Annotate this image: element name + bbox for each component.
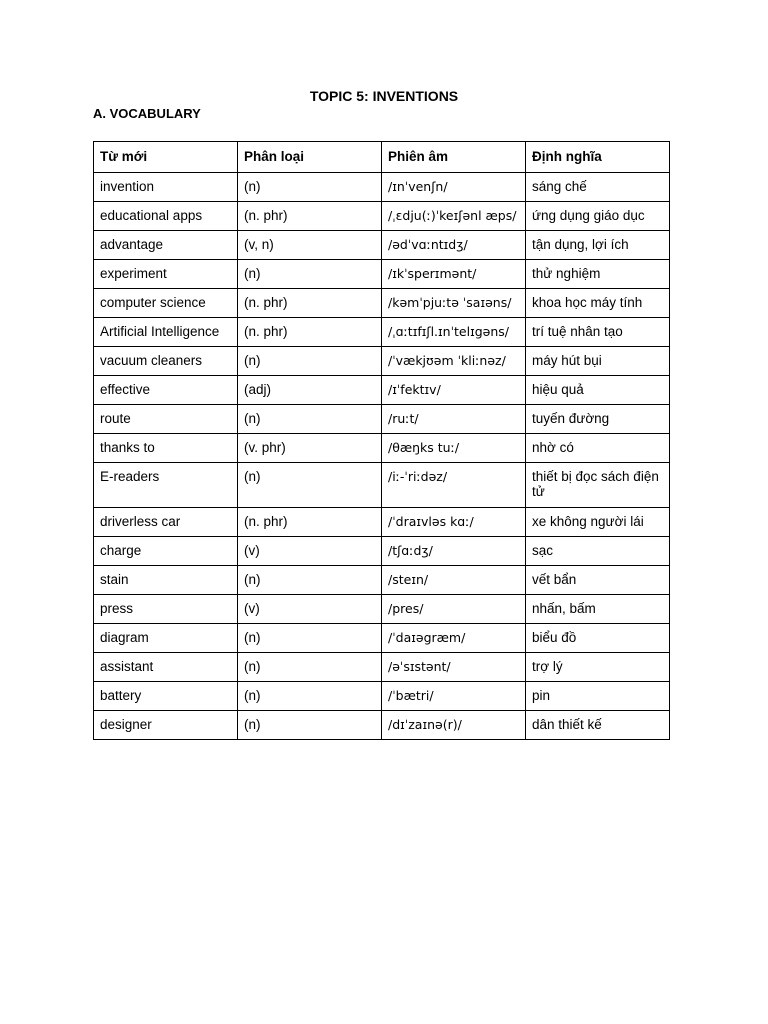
word-class-cell: (n) — [238, 653, 382, 682]
table-header-row — [94, 142, 670, 173]
definition-cell: sáng chế — [526, 173, 670, 202]
word-class-cell: (n. phr) — [238, 202, 382, 231]
table-body — [94, 173, 670, 740]
pronunciation-cell: /ˈbætri/ — [382, 682, 526, 711]
table-row — [94, 595, 670, 624]
table-row — [94, 260, 670, 289]
pronunciation-cell: /ədˈvɑːntɪdʒ/ — [382, 231, 526, 260]
word-cell: computer science — [94, 289, 238, 318]
word-class-cell: (n) — [238, 682, 382, 711]
word-cell: assistant — [94, 653, 238, 682]
word-cell: vacuum cleaners — [94, 347, 238, 376]
pronunciation-cell: /steɪn/ — [382, 566, 526, 595]
table-row — [94, 231, 670, 260]
definition-cell: tuyến đường — [526, 405, 670, 434]
pronunciation-cell: /tʃɑːdʒ/ — [382, 537, 526, 566]
word-cell: charge — [94, 537, 238, 566]
table-row — [94, 318, 670, 347]
table-row — [94, 682, 670, 711]
word-class-cell: (n) — [238, 624, 382, 653]
pronunciation-cell: /ɪkˈsperɪmənt/ — [382, 260, 526, 289]
definition-cell: máy hút bụi — [526, 347, 670, 376]
header-new-word: Từ mới — [94, 142, 238, 173]
table-row — [94, 289, 670, 318]
definition-cell: thiết bị đọc sách điện tử — [526, 463, 670, 508]
word-class-cell: (n) — [238, 566, 382, 595]
section-heading: A. VOCABULARY — [93, 106, 201, 121]
table-row — [94, 173, 670, 202]
header-definition: Định nghĩa — [526, 142, 670, 173]
table-row — [94, 347, 670, 376]
word-class-cell: (v. phr) — [238, 434, 382, 463]
table-row — [94, 434, 670, 463]
pronunciation-cell: /θæŋks tuː/ — [382, 434, 526, 463]
pronunciation-cell: /pres/ — [382, 595, 526, 624]
word-cell: designer — [94, 711, 238, 740]
word-class-cell: (n) — [238, 260, 382, 289]
pronunciation-cell: /kəmˈpjuːtə ˈsaɪəns/ — [382, 289, 526, 318]
word-class-cell: (v) — [238, 537, 382, 566]
definition-cell: sạc — [526, 537, 670, 566]
table-row — [94, 624, 670, 653]
word-cell: experiment — [94, 260, 238, 289]
definition-cell: pin — [526, 682, 670, 711]
word-class-cell: (n) — [238, 405, 382, 434]
word-cell: diagram — [94, 624, 238, 653]
table-row — [94, 508, 670, 537]
definition-cell: dân thiết kế — [526, 711, 670, 740]
table-row — [94, 202, 670, 231]
word-cell: invention — [94, 173, 238, 202]
definition-cell: khoa học máy tính — [526, 289, 670, 318]
table-row — [94, 405, 670, 434]
word-cell: educational apps — [94, 202, 238, 231]
word-cell: route — [94, 405, 238, 434]
table-row — [94, 463, 670, 508]
word-class-cell: (n. phr) — [238, 508, 382, 537]
word-cell: E-readers — [94, 463, 238, 508]
word-cell: thanks to — [94, 434, 238, 463]
pronunciation-cell: /ruːt/ — [382, 405, 526, 434]
pronunciation-cell: /ˈdaɪəgræm/ — [382, 624, 526, 653]
vocabulary-table — [93, 141, 670, 740]
definition-cell: thử nghiệm — [526, 260, 670, 289]
word-class-cell: (n) — [238, 711, 382, 740]
definition-cell: ứng dụng giáo dục — [526, 202, 670, 231]
definition-cell: tận dụng, lợi ích — [526, 231, 670, 260]
word-class-cell: (n) — [238, 347, 382, 376]
word-class-cell: (n. phr) — [238, 289, 382, 318]
table-row — [94, 537, 670, 566]
table-row — [94, 376, 670, 405]
word-cell: press — [94, 595, 238, 624]
definition-cell: trí tuệ nhân tạo — [526, 318, 670, 347]
header-pronunciation: Phiên âm — [382, 142, 526, 173]
pronunciation-cell: /ɪnˈvenʃn/ — [382, 173, 526, 202]
header-word-class: Phân loại — [238, 142, 382, 173]
word-class-cell: (n. phr) — [238, 318, 382, 347]
definition-cell: nhờ có — [526, 434, 670, 463]
pronunciation-cell: /iː-ˈriːdəz/ — [382, 463, 526, 508]
definition-cell: hiệu quả — [526, 376, 670, 405]
table-row — [94, 653, 670, 682]
pronunciation-cell: /əˈsɪstənt/ — [382, 653, 526, 682]
word-cell: stain — [94, 566, 238, 595]
word-class-cell: (v) — [238, 595, 382, 624]
pronunciation-cell: /ˈdraɪvləs kɑː/ — [382, 508, 526, 537]
page-title: TOPIC 5: INVENTIONS — [309, 88, 459, 104]
pronunciation-cell: /ɪˈfektɪv/ — [382, 376, 526, 405]
definition-cell: vết bẩn — [526, 566, 670, 595]
word-cell: Artificial Intelligence — [94, 318, 238, 347]
word-class-cell: (n) — [238, 173, 382, 202]
word-cell: battery — [94, 682, 238, 711]
table-row — [94, 711, 670, 740]
word-cell: advantage — [94, 231, 238, 260]
definition-cell: nhấn, bấm — [526, 595, 670, 624]
pronunciation-cell: /ˈvækjʊəm ˈkliːnəz/ — [382, 347, 526, 376]
word-class-cell: (n) — [238, 463, 382, 508]
word-cell: effective — [94, 376, 238, 405]
definition-cell: xe không người lái — [526, 508, 670, 537]
table-row — [94, 566, 670, 595]
pronunciation-cell: /dɪˈzaɪnə(r)/ — [382, 711, 526, 740]
word-class-cell: (v, n) — [238, 231, 382, 260]
pronunciation-cell: /ˌɛdju(ː)ˈkeɪʃənl æps/ — [382, 202, 526, 231]
definition-cell: trợ lý — [526, 653, 670, 682]
word-class-cell: (adj) — [238, 376, 382, 405]
word-cell: driverless car — [94, 508, 238, 537]
definition-cell: biểu đồ — [526, 624, 670, 653]
pronunciation-cell: /ˌɑːtɪfɪʃl.ɪnˈtelɪgəns/ — [382, 318, 526, 347]
